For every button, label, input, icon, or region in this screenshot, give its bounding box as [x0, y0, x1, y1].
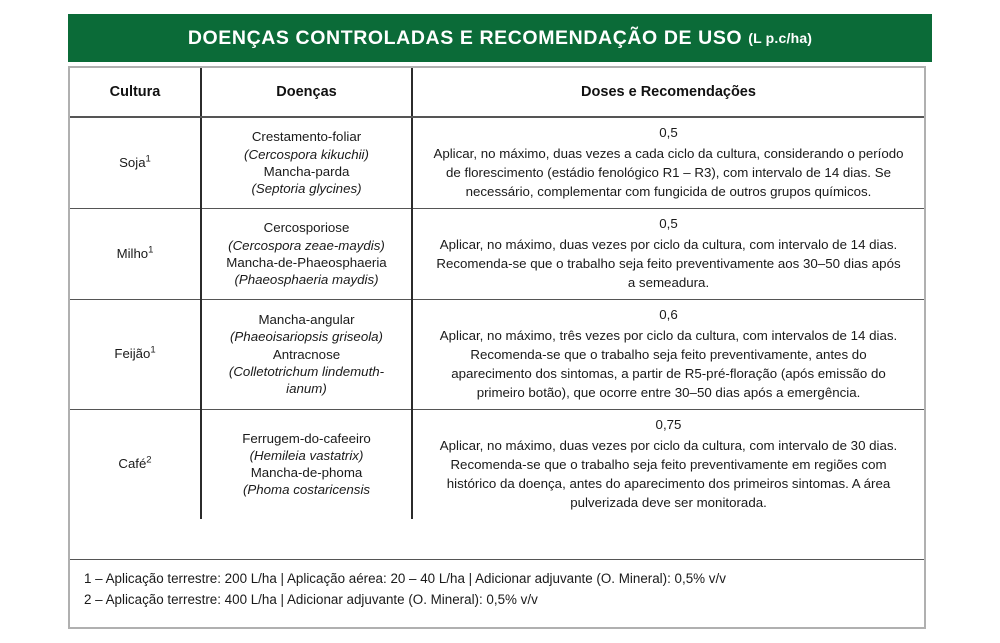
cell-cultura [70, 208, 201, 299]
disease-scientific-name: (Septoria glycines) [251, 181, 362, 197]
table-title-unit: (L p.c/ha) [748, 30, 813, 46]
cultura-footnote-marker: 1 [148, 244, 154, 256]
cell-cultura [70, 117, 201, 208]
disease-common-name: Mancha-parda [263, 163, 350, 179]
cell-cultura [70, 299, 201, 409]
disease-common-name: Ferrugem-do-cafeeiro [242, 430, 371, 446]
disease-scientific-name: (Colletotrichum lindemuth-ianum) [228, 364, 385, 397]
disease-entry [210, 346, 403, 398]
cultura-footnote-marker: 1 [150, 344, 156, 356]
dose-value: 0,75 [655, 416, 682, 432]
table-row [70, 117, 924, 208]
disease-scientific-name: (Phaeosphaeria maydis) [234, 272, 379, 288]
disease-entry [210, 219, 403, 254]
cultura-footnote-marker: 2 [146, 454, 152, 466]
dose-recommendation: Aplicar, no máximo, duas vezes por ciclo da cultura, com intervalo de 14 dias. Recomenda-se que o trabalho seja feito preventivamente aos 30–50 dias após a semeadura. [436, 237, 901, 291]
disease-entry [210, 254, 403, 289]
disease-entry [210, 311, 403, 346]
disease-entry [210, 430, 403, 465]
column-header-doses: Doses e Recomendações [412, 68, 924, 117]
dose-value: 0,5 [659, 125, 678, 140]
cell-doencas [201, 409, 412, 518]
disease-common-name: Mancha-angular [258, 312, 355, 328]
cultura-name: Soja [119, 154, 146, 170]
disease-scientific-name: (Phoma costaricensis [242, 482, 371, 498]
disease-entry [210, 163, 403, 198]
table-title-banner [68, 14, 932, 62]
cultura-footnote-marker: 1 [145, 153, 151, 165]
table-title: DOENÇAS CONTROLADAS E RECOMENDAÇÃO DE USO [187, 26, 743, 49]
cell-doses [412, 117, 924, 208]
disease-common-name: Antracnose [272, 346, 341, 362]
disease-common-name: Cercosporiose [263, 220, 350, 236]
cultura-name: Milho [116, 245, 149, 261]
cell-doses [412, 208, 924, 299]
disease-scientific-name: (Phaeoisariopsis griseola) [230, 329, 383, 345]
table-row [70, 409, 924, 518]
disease-scientific-name: (Hemileia vastatrix) [249, 447, 364, 463]
disease-scientific-name: (Cercospora kikuchii) [244, 146, 369, 162]
recommendation-table [70, 68, 924, 519]
footnote-1: 1 – Aplicação terrestre: 200 L/ha | Aplicação aérea: 20 – 40 L/ha | Adicionar adjuvante (O. Mineral): 0,5% v/v [84, 571, 726, 586]
footnote-2: 2 – Aplicação terrestre: 400 L/ha | Adicionar adjuvante (O. Mineral): 0,5% v/v [84, 591, 538, 607]
cell-doencas [201, 299, 412, 409]
column-header-doencas: Doenças [201, 68, 412, 117]
column-header-cultura: Cultura [70, 68, 201, 117]
dose-recommendation: Aplicar, no máximo, três vezes por ciclo da cultura, com intervalos de 14 dias. Recomenda-se que o trabalho seja feito preventivamente, antes do aparecimento dos sintomas, a partir de R5-pré-floração (após emissão do primeiro botão), que ocorre entre 30–50 dias após a emergência. [439, 328, 898, 400]
table-header-row [70, 68, 924, 117]
dose-recommendation: Aplicar, no máximo, duas vezes por ciclo da cultura, com intervalo de 30 dias. Recomenda-se que o trabalho seja feito preventivamente em regiões com histórico da doença, antes do aparecimento dos primeiros sintomas. A área pulverizada deve ser monitorada. [439, 438, 898, 510]
disease-common-name: Mancha-de-Phaeosphaeria [226, 254, 387, 270]
dose-value: 0,5 [659, 215, 678, 231]
table-body-wrap [70, 68, 924, 559]
dose-recommendation: Aplicar, no máximo, duas vezes a cada ciclo da cultura, considerando o período de florescimento (estádio fenológico R1 – R3), com intervalo de 14 dias. Se necessário, complementar com fungicida de outros grupos químicos. [433, 146, 904, 200]
table-row [70, 208, 924, 299]
disease-common-name: Crestamento-foliar [251, 129, 362, 145]
cell-doencas [201, 208, 412, 299]
disease-entry [210, 464, 403, 499]
footnotes-section [70, 559, 924, 627]
disease-scientific-name: (Cercospora zeae-maydis) [228, 237, 385, 253]
cell-cultura [70, 409, 201, 518]
cell-doses [412, 409, 924, 518]
dose-value: 0,6 [659, 306, 678, 322]
cultura-name: Café [118, 456, 147, 472]
cultura-name: Feijão [114, 346, 151, 362]
cell-doses [412, 299, 924, 409]
cell-doencas [201, 117, 412, 208]
disease-common-name: Mancha-de-phoma [250, 465, 363, 481]
table-row [70, 299, 924, 409]
recommendation-table-frame [68, 66, 926, 629]
disease-entry [210, 128, 403, 163]
